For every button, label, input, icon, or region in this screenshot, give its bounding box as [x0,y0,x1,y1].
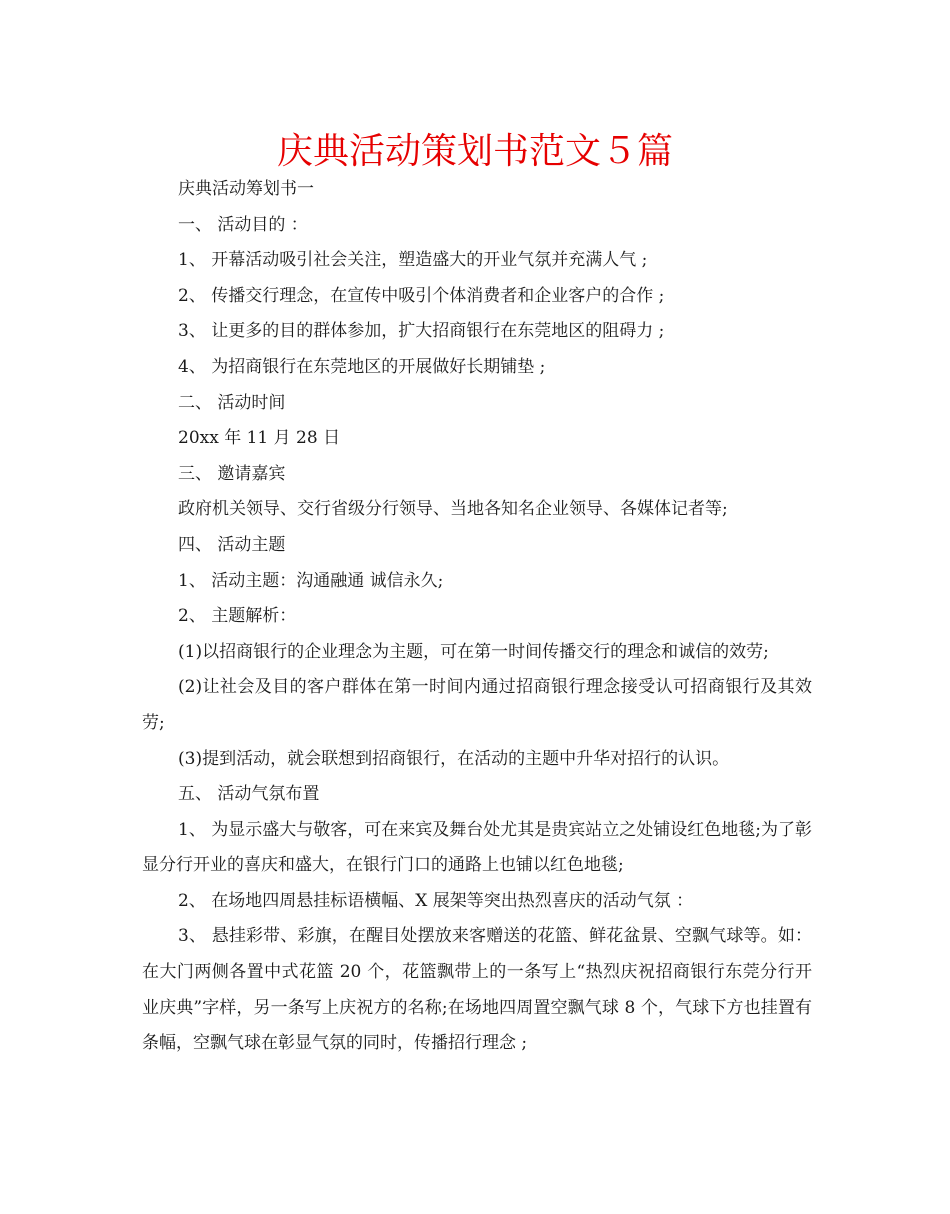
paragraph: (2)让社会及目的客户群体在第一时间内通过招商银行理念接受认可招商银行及其效劳; [142,677,812,733]
section-heading: 一、 活动目的 ： [178,214,308,235]
document-body [142,172,812,1062]
paragraph: 1、 活动主题：沟通融通 诚信永久; [178,570,444,591]
section-heading: 四、 活动主题 [178,534,286,555]
paragraph: 3、 悬挂彩带、彩旗，在醒目处摆放来客赠送的花篮、鲜花盆景、空飘气球等。如：在大门两侧各置中式花篮 20 个，花篮飘带上的一条写上“热烈庆祝招商银行东莞分行开业庆典”字样，另一条写上庆祝方的名称;在场地四周置空飘气球 8 个，气球下方也挂置有条幅，空飘气球在彰显气氛的同时，传播招行理念 ; [142,926,812,1054]
paragraph: (1)以招商银行的企业理念为主题，可在第一时间传播交行的理念和诚信的效劳; [178,641,769,662]
document-title: 庆典活动策划书范文５篇 [276,131,673,172]
paragraph: (3)提到活动，就会联想到招商银行，在活动的主题中升华对招行的认识。 [178,748,730,769]
section-heading: 三、 邀请嘉宾 [178,463,286,484]
paragraph: 3、 让更多的目的群体参加，扩大招商银行在东莞地区的阻碍力 ; [178,321,665,342]
paragraph: 庆典活动筹划书一 [178,179,314,199]
section-heading: 五、 活动气氛布置 [178,784,320,805]
paragraph: 政府机关领导、交行省级分行领导、当地各知名企业领导、各媒体记者等; [178,499,728,520]
paragraph: 2、 在场地四周悬挂标语横幅、X 展架等突出热烈喜庆的活动气氛 ： [178,890,694,911]
paragraph: 2、 主题解析： [178,606,297,627]
paragraph: 2、 传播交行理念，在宣传中吸引个体消费者和企业客户的合作 ; [178,285,665,306]
paragraph: 4、 为招商银行在东莞地区的开展做好长期铺垫 ; [178,356,546,377]
section-heading: 二、 活动时间 [178,392,286,413]
paragraph: 1、 为显示盛大与敬客，可在来宾及舞台处尤其是贵宾站立之处铺设红色地毯;为了彰显分行开业的喜庆和盛大，在银行门口的通路上也铺以红色地毯; [142,819,812,876]
paragraph: 20xx 年 11 月 28 日 [178,428,341,449]
paragraph: 1、 开幕活动吸引社会关注，塑造盛大的开业气氛并充满人气 ; [178,250,648,271]
